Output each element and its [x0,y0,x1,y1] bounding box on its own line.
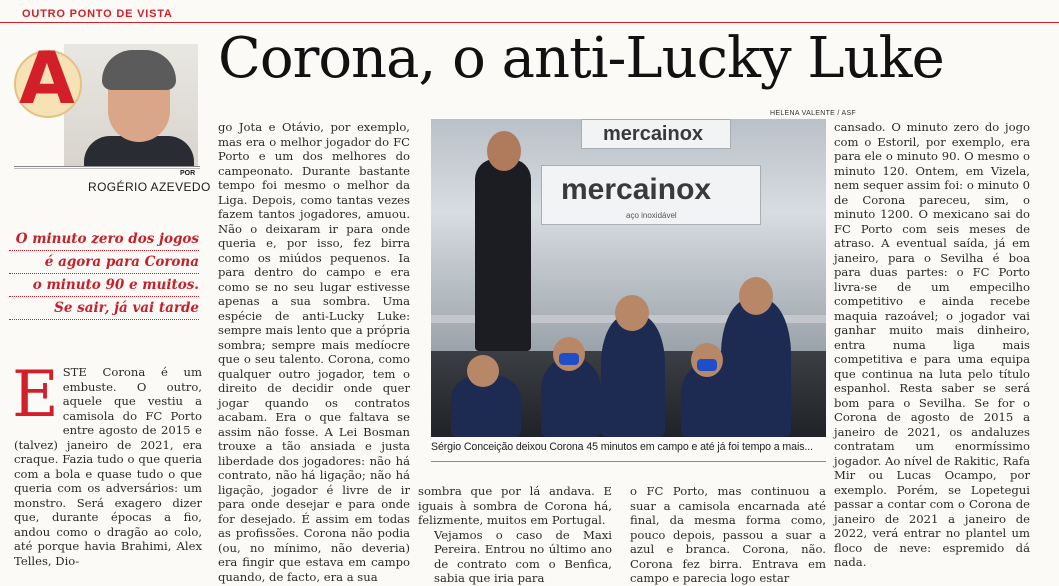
article-paragraph: cansado. O minuto zero do jogo com o Estoril, por exemplo, era para ele o minuto 90. O mesmo o minuto 120. Ontem, em Vizela, nem sequer assim foi: o minuto 0 de Corona pareceu, sim, o minuto 1200. O mexicano sai do FC Porto com seis meses de atraso. A eventual saída, já em janeiro, para o Sevilha é boa para duas partes: o FC Porto livra-se de um empecilho competitivo e ainda recebe maquia razoável; o jogador vai ganhar muito mais dinheiro, entra numa liga mais competitiva e para uma equipa que continua na luta pelo título espanhol. Resta saber se será bom para o Sevilha. Se for o Corona de agosto de 2015 a janeiro de 2021, os andaluzes contratam um enormíssimo jogador. Ao nível de Rakitic, Rafa Mir ou Lucas Ocampo, por exemplo. Porém, se Lopetegui passar a contar com o Corona de janeiro de 2021 a janeiro de 2022, verá entrar no plantel um floco de neve: espremido dá nada. [834,120,1030,569]
caption-divider [431,461,826,462]
photo-caption: Sérgio Conceição deixou Corona 45 minutos em campo e até já foi tempo a mais... [431,441,813,453]
pull-quote-line: é agora para Corona [9,251,199,274]
article-column-5 [834,120,1030,570]
author-name: ROGÉRIO AZEVEDO [88,180,211,194]
photo-staff-head [467,355,499,387]
section-label: OUTRO PONTO DE VISTA [22,8,173,20]
pull-quote-line: O minuto zero dos jogos [9,228,199,251]
article-paragraph: STE Corona é um embuste. O outro, aquele que vestiu a camisola do FC Porto entre agosto de 2015 e (talvez) janeiro de 2021, era craque. Fazia tudo o que queria com a bola e quase tudo o que queria com os adversários: um monstro. Será exagero dizer que, durante épocas a fio, andou como o dragão ao colo, até porque havia Brahimi, Alex Telles, Dio- [14,365,202,568]
article-column-2 [218,120,410,584]
article-column-3 [418,484,612,586]
photo-coach-head [487,131,521,171]
badge-letter: A [19,36,75,120]
article-column-1 [12,358,202,568]
pull-quote-line: o minuto 90 e muitos. [9,274,199,297]
headline: Corona, o anti-Lucky Luke [218,26,944,91]
photo-staff-1 [601,315,665,437]
article-paragraph: Vejamos o caso de Maxi Pereira. Entrou no último ano de contrato com o Benfica, sabia que iria para [434,527,612,585]
pull-quote-line: Se sair, já vai tarde [9,297,199,320]
byline-por: POR [180,170,196,177]
photo-sign-tagline: aço inoxidável [626,211,677,220]
author-portrait [14,36,198,166]
top-divider [0,22,1059,23]
drop-cap: E [12,358,59,432]
article-paragraph: go Jota e Otávio, por exemplo, mas era o melhor jogador do FC Porto e um dos melhores do campeonato. Durante bastante tempo foi mesmo o melhor da Liga. Depois, como tantas vezes fazem tantos jogadores, amuou. Não o deixaram ir para onde queria e, por isso, fez birra como os miúdos pequenos. Ia para dentro do campo e era como se no seu lugar estivesse apenas a sua sombra. Uma espécie de anti-Lucky Luke: sempre mais lento que a própria sombra; sempre mais medíocre que o seu talento. Corona, como qualquer outro jogador, tem o direito de decidir onde quer jogar quando os contratos acabam. Era o que faltava se assim não fosse. A Lei Bosman trouxe a tão ansiada e justa liberdade dos jogadores: não há contrato, não há ligação; não há ligação, jogador é livre de ir para onde desejar e para onde for desejado. É assim em todas as profissões. Corona não podia (ou, no mínimo, não deveria) era fingir que estava em campo quando, de facto, era a sua [218,120,410,584]
photo-coach [475,159,531,351]
photo-staff-head [615,295,649,331]
author-divider [14,166,200,167]
article-paragraph: sombra que por lá andava. E iguais à sombra de Corona há, felizmente, muitos em Portugal. [418,484,612,527]
photo-sign-brand: mercainox [561,173,712,206]
photo-credit: HELENA VALENTE / ASF [770,110,857,117]
pull-quote [9,228,199,320]
photo-sign-brand: mercainox [603,123,704,145]
article-photo [431,119,826,437]
column-logo-badge [14,36,82,120]
photo-face-mask [559,353,579,365]
author-divider-secondary [14,168,200,169]
photo-face-mask [697,359,717,371]
article-column-4 [630,484,826,586]
article-paragraph: o FC Porto, mas continuou a suar a camisola encarnada até final, da mesma forma como, pouco depois, passou a suar a azul e branca. Corona, não. Corona fez birra. Entrava em campo e parecia logo estar [630,484,826,585]
photo-staff-head [739,277,773,315]
